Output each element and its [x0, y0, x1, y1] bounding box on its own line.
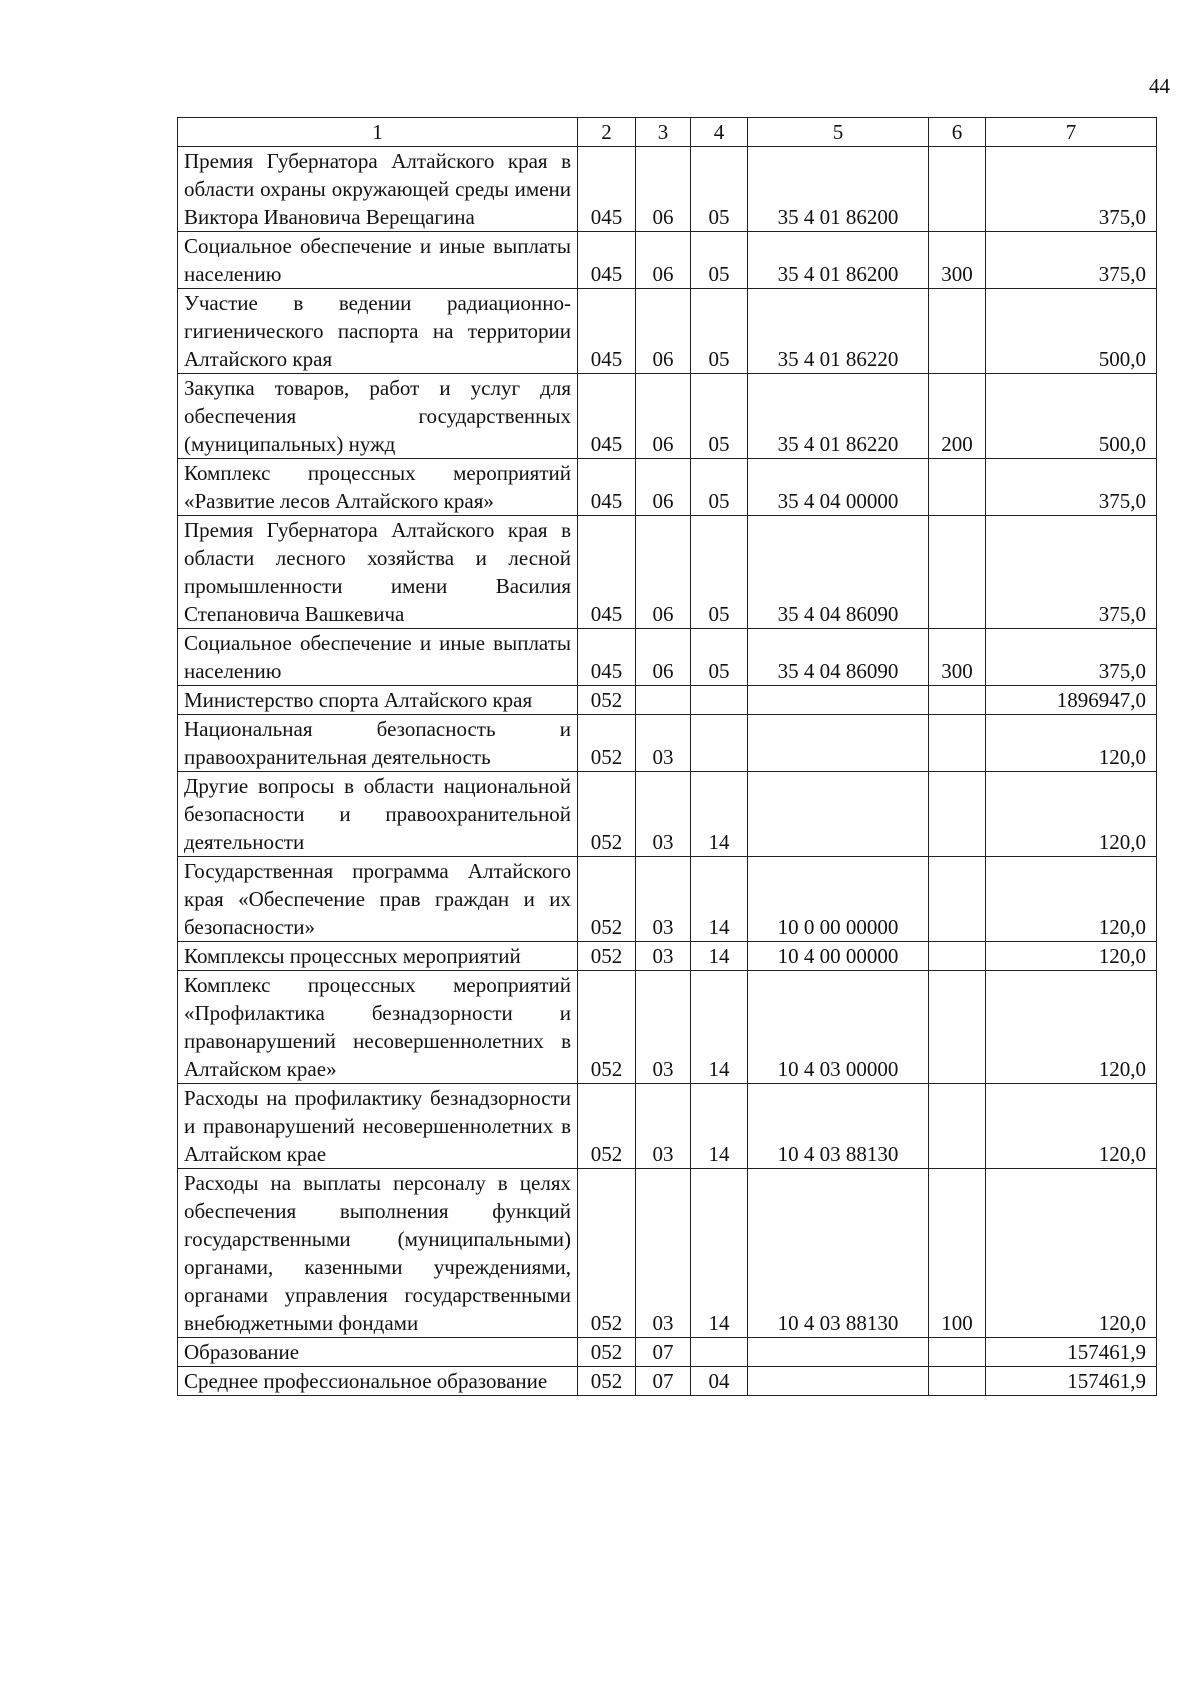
- amount-cell: 375,0: [986, 629, 1157, 686]
- table-row: [178, 147, 1157, 232]
- ministry-code-cell: 052: [578, 1367, 636, 1396]
- expense-type-cell: [929, 1084, 986, 1169]
- amount-cell: 120,0: [986, 715, 1157, 772]
- expense-type-cell: 200: [929, 374, 986, 459]
- expense-type-cell: 100: [929, 1169, 986, 1338]
- section-code-cell: 06: [636, 374, 691, 459]
- row-name-cell: Социальное обеспечение и иные выплаты населению: [178, 232, 578, 289]
- ministry-code-cell: 052: [578, 715, 636, 772]
- table-row: [178, 1367, 1157, 1396]
- section-code-cell: 03: [636, 1084, 691, 1169]
- subsection-code-cell: 14: [691, 772, 748, 857]
- target-article-cell: 10 4 03 88130: [748, 1169, 929, 1338]
- column-header: 7: [986, 118, 1157, 147]
- target-article-cell: 35 4 04 00000: [748, 459, 929, 516]
- expense-type-cell: [929, 289, 986, 374]
- target-article-cell: 35 4 01 86220: [748, 289, 929, 374]
- target-article-cell: 10 4 03 00000: [748, 971, 929, 1084]
- section-code-cell: 07: [636, 1367, 691, 1396]
- target-article-cell: [748, 1338, 929, 1367]
- ministry-code-cell: 045: [578, 459, 636, 516]
- amount-cell: 157461,9: [986, 1367, 1157, 1396]
- column-header: 3: [636, 118, 691, 147]
- subsection-code-cell: 05: [691, 459, 748, 516]
- row-name-cell: Расходы на выплаты персоналу в целях обеспечения выполнения функций государственными (муниципальными) органами, казенными учреждениями, органами управления государственными внебюджетными фондами: [178, 1169, 578, 1338]
- row-name-cell: Государственная программа Алтайского края «Обеспечение прав граждан и их безопасности»: [178, 857, 578, 942]
- table-row: [178, 772, 1157, 857]
- table-row: [178, 1084, 1157, 1169]
- row-name-cell: Премия Губернатора Алтайского края в области охраны окружающей среды имени Виктора Ивановича Верещагина: [178, 147, 578, 232]
- expense-type-cell: [929, 459, 986, 516]
- amount-cell: 120,0: [986, 971, 1157, 1084]
- amount-cell: 500,0: [986, 374, 1157, 459]
- row-name-cell: Образование: [178, 1338, 578, 1367]
- expense-type-cell: [929, 516, 986, 629]
- table-row: [178, 232, 1157, 289]
- section-code-cell: 03: [636, 942, 691, 971]
- ministry-code-cell: 052: [578, 772, 636, 857]
- expense-type-cell: [929, 147, 986, 232]
- table-row: [178, 289, 1157, 374]
- row-name-cell: Министерство спорта Алтайского края: [178, 686, 578, 715]
- subsection-code-cell: [691, 715, 748, 772]
- budget-table: [177, 117, 1157, 1396]
- table-row: [178, 857, 1157, 942]
- ministry-code-cell: 045: [578, 629, 636, 686]
- table-row: [178, 942, 1157, 971]
- ministry-code-cell: 052: [578, 971, 636, 1084]
- expense-type-cell: [929, 1338, 986, 1367]
- amount-cell: 500,0: [986, 289, 1157, 374]
- column-header: 5: [748, 118, 929, 147]
- section-code-cell: 06: [636, 147, 691, 232]
- target-article-cell: 35 4 04 86090: [748, 629, 929, 686]
- column-header: 6: [929, 118, 986, 147]
- amount-cell: 120,0: [986, 1169, 1157, 1338]
- subsection-code-cell: 05: [691, 374, 748, 459]
- ministry-code-cell: 052: [578, 1169, 636, 1338]
- row-name-cell: Социальное обеспечение и иные выплаты населению: [178, 629, 578, 686]
- table-row: [178, 459, 1157, 516]
- target-article-cell: 10 4 03 88130: [748, 1084, 929, 1169]
- section-code-cell: 03: [636, 772, 691, 857]
- section-code-cell: 06: [636, 232, 691, 289]
- expense-type-cell: [929, 772, 986, 857]
- ministry-code-cell: 052: [578, 1338, 636, 1367]
- amount-cell: 375,0: [986, 232, 1157, 289]
- column-header: 1: [178, 118, 578, 147]
- ministry-code-cell: 045: [578, 147, 636, 232]
- table-row: [178, 971, 1157, 1084]
- target-article-cell: [748, 715, 929, 772]
- expense-type-cell: [929, 1367, 986, 1396]
- ministry-code-cell: 045: [578, 289, 636, 374]
- row-name-cell: Премия Губернатора Алтайского края в области лесного хозяйства и лесной промышленности имени Василия Степановича Вашкевича: [178, 516, 578, 629]
- subsection-code-cell: [691, 1338, 748, 1367]
- target-article-cell: 10 4 00 00000: [748, 942, 929, 971]
- table-header-row: [178, 118, 1157, 147]
- row-name-cell: Среднее профессиональное образование: [178, 1367, 578, 1396]
- ministry-code-cell: 052: [578, 686, 636, 715]
- amount-cell: 375,0: [986, 147, 1157, 232]
- subsection-code-cell: 05: [691, 289, 748, 374]
- row-name-cell: Другие вопросы в области национальной безопасности и правоохранительной деятельности: [178, 772, 578, 857]
- page-number: 44: [1149, 74, 1170, 98]
- row-name-cell: Национальная безопасность и правоохранительная деятельность: [178, 715, 578, 772]
- expense-type-cell: [929, 686, 986, 715]
- row-name-cell: Комплексы процессных мероприятий: [178, 942, 578, 971]
- section-code-cell: 06: [636, 516, 691, 629]
- table-row: [178, 686, 1157, 715]
- amount-cell: 120,0: [986, 942, 1157, 971]
- target-article-cell: 35 4 01 86220: [748, 374, 929, 459]
- section-code-cell: 03: [636, 857, 691, 942]
- ministry-code-cell: 045: [578, 374, 636, 459]
- section-code-cell: 06: [636, 459, 691, 516]
- ministry-code-cell: 052: [578, 857, 636, 942]
- expense-type-cell: [929, 857, 986, 942]
- target-article-cell: 35 4 04 86090: [748, 516, 929, 629]
- subsection-code-cell: 05: [691, 147, 748, 232]
- target-article-cell: [748, 1367, 929, 1396]
- target-article-cell: 35 4 01 86200: [748, 147, 929, 232]
- amount-cell: 120,0: [986, 857, 1157, 942]
- subsection-code-cell: 05: [691, 232, 748, 289]
- amount-cell: 120,0: [986, 772, 1157, 857]
- ministry-code-cell: 052: [578, 942, 636, 971]
- table-row: [178, 516, 1157, 629]
- column-header: 2: [578, 118, 636, 147]
- subsection-code-cell: 14: [691, 857, 748, 942]
- section-code-cell: 06: [636, 289, 691, 374]
- row-name-cell: Комплекс процессных мероприятий «Профилактика безнадзорности и правонарушений несовершеннолетних в Алтайском крае»: [178, 971, 578, 1084]
- target-article-cell: 10 0 00 00000: [748, 857, 929, 942]
- expense-type-cell: [929, 715, 986, 772]
- ministry-code-cell: 045: [578, 232, 636, 289]
- target-article-cell: 35 4 01 86200: [748, 232, 929, 289]
- table-row: [178, 1338, 1157, 1367]
- subsection-code-cell: 14: [691, 1084, 748, 1169]
- ministry-code-cell: 045: [578, 516, 636, 629]
- row-name-cell: Комплекс процессных мероприятий «Развитие лесов Алтайского края»: [178, 459, 578, 516]
- subsection-code-cell: 14: [691, 971, 748, 1084]
- section-code-cell: 03: [636, 715, 691, 772]
- table-row: [178, 629, 1157, 686]
- section-code-cell: 03: [636, 1169, 691, 1338]
- section-code-cell: 07: [636, 1338, 691, 1367]
- table-row: [178, 1169, 1157, 1338]
- subsection-code-cell: [691, 686, 748, 715]
- target-article-cell: [748, 686, 929, 715]
- subsection-code-cell: 14: [691, 942, 748, 971]
- subsection-code-cell: 05: [691, 629, 748, 686]
- table-row: [178, 715, 1157, 772]
- expense-type-cell: [929, 942, 986, 971]
- subsection-code-cell: 05: [691, 516, 748, 629]
- row-name-cell: Расходы на профилактику безнадзорности и правонарушений несовершеннолетних в Алтайском крае: [178, 1084, 578, 1169]
- section-code-cell: 03: [636, 971, 691, 1084]
- row-name-cell: Закупка товаров, работ и услуг для обеспечения государственных (муниципальных) нужд: [178, 374, 578, 459]
- table-row: [178, 374, 1157, 459]
- row-name-cell: Участие в ведении радиационно-гигиенического паспорта на территории Алтайского края: [178, 289, 578, 374]
- amount-cell: 120,0: [986, 1084, 1157, 1169]
- section-code-cell: [636, 686, 691, 715]
- amount-cell: 1896947,0: [986, 686, 1157, 715]
- expense-type-cell: 300: [929, 232, 986, 289]
- amount-cell: 375,0: [986, 516, 1157, 629]
- ministry-code-cell: 052: [578, 1084, 636, 1169]
- subsection-code-cell: 04: [691, 1367, 748, 1396]
- target-article-cell: [748, 772, 929, 857]
- expense-type-cell: [929, 971, 986, 1084]
- amount-cell: 157461,9: [986, 1338, 1157, 1367]
- expense-type-cell: 300: [929, 629, 986, 686]
- subsection-code-cell: 14: [691, 1169, 748, 1338]
- table-body: [178, 147, 1157, 1396]
- amount-cell: 375,0: [986, 459, 1157, 516]
- section-code-cell: 06: [636, 629, 691, 686]
- column-header: 4: [691, 118, 748, 147]
